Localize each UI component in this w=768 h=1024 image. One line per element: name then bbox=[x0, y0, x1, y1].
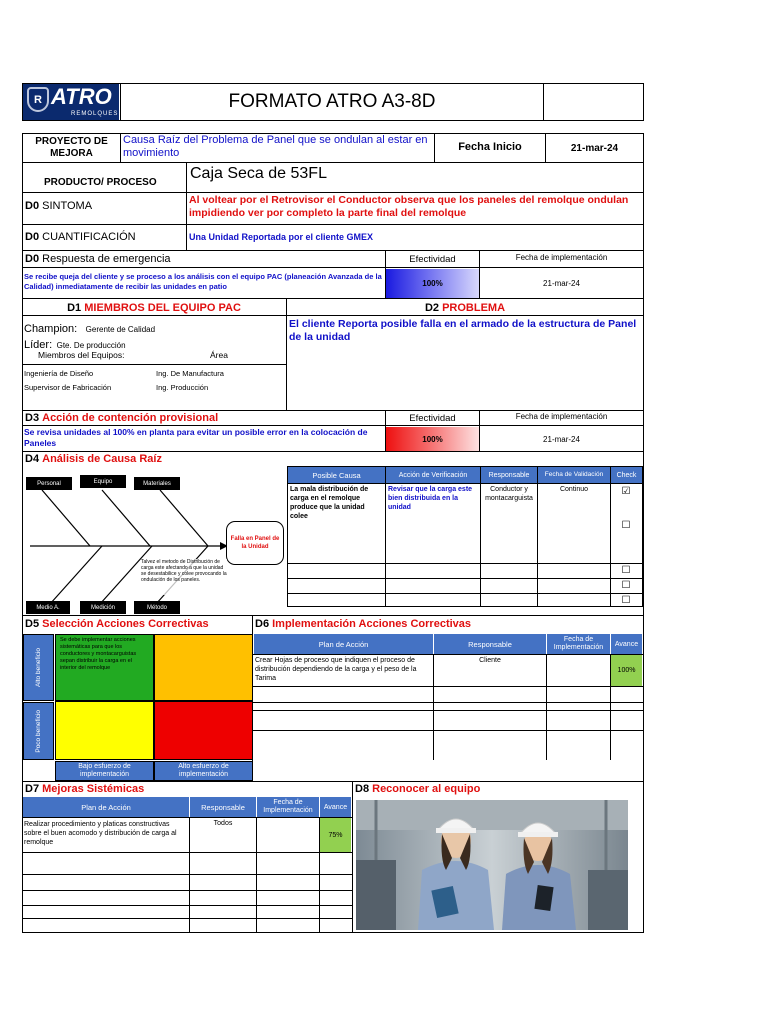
members-divider bbox=[22, 364, 286, 365]
d8-code: D8 bbox=[355, 783, 370, 795]
matrix-orange bbox=[154, 634, 253, 701]
d0-symptom-label: SINTOMA bbox=[42, 200, 93, 212]
d3-date-label: Fecha de implementación bbox=[515, 412, 608, 421]
fish-category-metodo: Método bbox=[134, 601, 180, 614]
start-date-value: 21-mar-24 bbox=[570, 142, 619, 154]
col-header: Responsable bbox=[434, 634, 546, 654]
col-header: Plan de Acción bbox=[23, 797, 189, 817]
area-label: Área bbox=[210, 350, 228, 360]
d0-quant-label: CUANTIFICACIÓN bbox=[42, 231, 136, 243]
d7-responsible-cell: Todos bbox=[213, 820, 233, 827]
d2-code: D2 bbox=[424, 302, 440, 314]
d0-symptom-text: Al voltear por el Retrovisor el Conductor observa que los paneles del remolque ondulan impidiendo ver por completo la parte final del remolque bbox=[189, 194, 629, 219]
fish-category-medicion: Medición bbox=[80, 601, 126, 614]
col-header: Plan de Acción bbox=[254, 634, 433, 654]
member-area: Ing. De Manufactura bbox=[156, 369, 224, 378]
fish-category-personal: Personal bbox=[26, 477, 72, 490]
d6-progress-cell: 100% bbox=[611, 655, 642, 686]
cause-cell: La mala distribución de carga en el remolque produce que la unidad colee bbox=[290, 486, 369, 520]
d0-response-text: Se recibe queja del cliente y se proceso a los análisis con el equipo PAC (planeación Avanzada de la Calidad) inmediatamente de recibir las unidades en patio bbox=[24, 272, 382, 291]
logo-text: ATRO bbox=[51, 84, 112, 109]
d7-heading bbox=[25, 783, 325, 797]
company-logo bbox=[23, 84, 119, 120]
team-photo bbox=[356, 800, 628, 930]
project-label: PROYECTO DE MEJORA bbox=[35, 136, 108, 159]
member-area: Ing. Producción bbox=[156, 383, 209, 392]
col-header: Posible Causa bbox=[288, 467, 385, 483]
col-header: Avance bbox=[320, 797, 351, 817]
product-label: PRODUCTO/ PROCESO bbox=[44, 177, 157, 188]
d3-code: D3 bbox=[25, 412, 40, 424]
title-divider-right bbox=[543, 83, 544, 121]
d0-quant-heading bbox=[25, 231, 185, 245]
fish-note: Talvez el metodo de Distribución de carga este afectando a que la unidad se desestabilice y colee provocando la ondulación de los paneles. bbox=[141, 559, 227, 595]
d7-code: D7 bbox=[25, 783, 40, 795]
d3-heading bbox=[25, 412, 325, 426]
col-header: Fecha de Implementación bbox=[547, 634, 610, 654]
x-axis-low: Bajo esfuerzo de implementación bbox=[55, 761, 154, 781]
leader-label: Líder: bbox=[24, 339, 53, 351]
col-header: Acción de Verificación bbox=[386, 467, 480, 483]
fish-head: Falla en Panel de la Unidad bbox=[226, 521, 284, 565]
d6-plan-cell: Crear Hojas de proceso que indiquen el proceso de distribución dependiendo de la carga y el peso de la Tarima bbox=[255, 657, 417, 682]
fish-category-equipo: Equipo bbox=[80, 475, 126, 488]
matrix-green-text: Se debe implementar acciones sistemáticas para que los conductores y montacarguistas sepan distribuir la carga en el interior del remolque bbox=[60, 637, 137, 671]
d0-eff-label: Efectividad bbox=[409, 254, 456, 265]
d4-code: D4 bbox=[25, 453, 40, 465]
verification-cell: Revisar que la carga este bien distribuida en la unidad bbox=[388, 486, 473, 511]
checkbox[interactable]: ☐ bbox=[621, 564, 631, 576]
col-header: Fecha de Validación bbox=[538, 467, 610, 483]
team-photo-illustration bbox=[356, 800, 628, 930]
d7-title-text: Mejoras Sistémicas bbox=[42, 783, 145, 795]
d5-code: D5 bbox=[25, 618, 40, 630]
x-axis-high: Alto esfuerzo de implementación bbox=[154, 761, 253, 781]
d4-cause-table bbox=[287, 466, 643, 607]
y-axis-high bbox=[23, 634, 54, 701]
y-axis-low bbox=[23, 702, 54, 760]
divider bbox=[120, 133, 121, 163]
d6-code: D6 bbox=[255, 618, 270, 630]
leader-value: Gte. De producción bbox=[56, 341, 126, 350]
d7-table bbox=[22, 797, 352, 933]
d5-heading bbox=[25, 618, 250, 632]
member-name: Supervisor de Fabricación bbox=[24, 383, 112, 392]
d0-date-label: Fecha de implementación bbox=[515, 253, 608, 262]
d0-code: D0 bbox=[25, 231, 40, 243]
d5-title-text: Selección Acciones Correctivas bbox=[42, 618, 209, 630]
col-header: Avance bbox=[611, 634, 642, 654]
d0-code: D0 bbox=[25, 253, 40, 265]
member-name: Ingeniería de Diseño bbox=[24, 369, 94, 378]
matrix-red bbox=[154, 701, 253, 760]
d7-plan-cell: Realizar procedimiento y platicas constructivas sobre el buen acomodo y distribución de carga al remolque bbox=[24, 821, 177, 846]
champion-value: Gerente de Calidad bbox=[85, 325, 156, 334]
champion-label: Champion: bbox=[24, 323, 78, 335]
d8-title-text: Reconocer al equipo bbox=[372, 783, 481, 795]
d2-title bbox=[287, 300, 643, 316]
matrix-yellow bbox=[55, 701, 154, 760]
col-header: Responsable bbox=[190, 797, 256, 817]
start-date-label: Fecha Inicio bbox=[458, 141, 522, 153]
col-header: Fecha de Implementación bbox=[257, 797, 319, 817]
d6-title-text: Implementación Acciones Correctivas bbox=[272, 618, 472, 630]
d6-table bbox=[253, 634, 643, 760]
divider bbox=[186, 225, 187, 251]
d3-text: Se revisa unidades al 100% en planta para evitar un posible error en la colocación de Paneles bbox=[24, 427, 368, 448]
product-value: Caja Seca de 53FL bbox=[190, 165, 327, 182]
checkbox-checked[interactable]: ☑ bbox=[621, 485, 631, 497]
d6-heading bbox=[255, 618, 555, 632]
d4-title-text: Análisis de Causa Raíz bbox=[42, 453, 162, 465]
project-value: Causa Raíz del Problema de Panel que se ondulan al estar en movimiento bbox=[123, 134, 428, 159]
col-header: Check bbox=[611, 467, 642, 483]
fish-category-materiales: Materiales bbox=[134, 477, 180, 490]
members-label: Miembros del Equipos: bbox=[38, 350, 125, 360]
d1-title-text: MIEMBROS DEL EQUIPO PAC bbox=[84, 302, 241, 314]
d3-date: 21-mar-24 bbox=[543, 434, 580, 444]
d1-title bbox=[23, 300, 285, 316]
d6-responsible-cell: Cliente bbox=[479, 657, 501, 664]
d3-effectiveness: 100% bbox=[386, 427, 479, 451]
fish-category-medio: Medio A. bbox=[26, 601, 70, 614]
checkbox[interactable]: ☐ bbox=[621, 579, 631, 591]
d8-heading bbox=[355, 783, 635, 797]
page-title: FORMATO ATRO A3-8D bbox=[228, 91, 436, 112]
divider bbox=[186, 163, 187, 193]
d7-date-cell bbox=[258, 819, 318, 829]
d3-eff-label: Efectividad bbox=[409, 413, 456, 424]
champion-row bbox=[24, 319, 284, 333]
d3-title-text: Acción de contención provisional bbox=[42, 412, 219, 424]
d4-heading bbox=[25, 453, 325, 467]
d7-progress-cell: 75% bbox=[320, 818, 351, 852]
d2-text: El cliente Reporta posible falla en el armado de la estructura de Panel de la unidad bbox=[289, 318, 637, 343]
validation-date-cell: Continuo bbox=[559, 486, 589, 493]
leader-row bbox=[24, 335, 284, 349]
d0-symptom-heading bbox=[25, 200, 175, 214]
d0-response-heading bbox=[25, 253, 275, 267]
matrix-green bbox=[55, 634, 154, 701]
divider bbox=[186, 193, 187, 225]
d0-response-label: Respuesta de emergencia bbox=[42, 253, 171, 265]
d0-quant-text: Una Unidad Reportada por el cliente GMEX bbox=[189, 232, 374, 242]
logo-subtext: REMOLQUES bbox=[71, 111, 119, 117]
d0-date: 21-mar-24 bbox=[543, 279, 580, 288]
d0-code: D0 bbox=[25, 200, 40, 212]
y-axis-low-label: Poco beneficio bbox=[35, 709, 42, 753]
logo-shield-icon: R bbox=[27, 87, 49, 112]
d0-effectiveness: 100% bbox=[386, 269, 479, 298]
d2-title-text: PROBLEMA bbox=[442, 302, 506, 314]
y-axis-high-label: Alto beneficio bbox=[35, 647, 42, 688]
d6-date-cell bbox=[548, 656, 609, 666]
responsible-cell: Conductor y montacarguista bbox=[485, 486, 533, 502]
col-header: Responsable bbox=[481, 467, 537, 483]
divider bbox=[352, 782, 353, 933]
checkbox[interactable]: ☐ bbox=[621, 594, 631, 606]
checkbox[interactable]: ☐ bbox=[621, 519, 631, 531]
d1-code: D1 bbox=[67, 302, 82, 314]
